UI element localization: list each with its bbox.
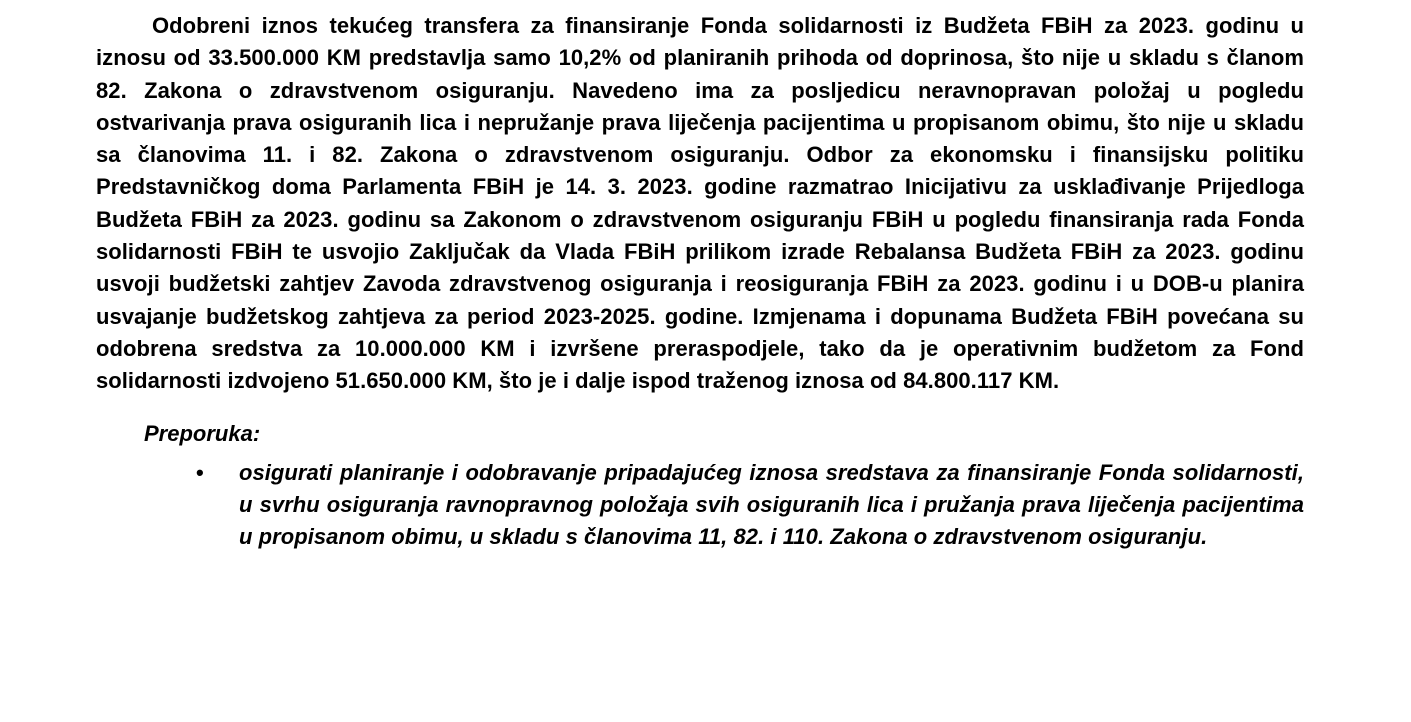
recommendation-item: [96, 457, 1304, 554]
bullet-icon: •: [196, 459, 204, 485]
recommendation-item-text: osigurati planiranje i odobravanje pripadajućeg iznosa sredstava za finansiranje Fonda solidarnosti, u svrhu osiguranja ravnopravnog položaja svih osiguranih lica i pružanja prava liječenja pacijentima u propisanom obimu, u skladu s članovima 11, 82. i 110. Zakona o zdravstvenom osiguranju.: [239, 459, 1304, 550]
recommendation-heading: Preporuka:: [144, 420, 261, 446]
body-paragraph: Odobreni iznos tekućeg transfera za finansiranje Fonda solidarnosti iz Budžeta FBiH za 2023. godinu u iznosu od 33.500.000 KM predstavlja samo 10,2% od planiranih prihoda od doprinosa, što nije u skladu s članom 82. Zakona o zdravstvenom osiguranju. Navedeno ima za posljedicu neravnopravan položaj u pogledu ostvarivanja prava osiguranih lica i nepružanje prava liječenja pacijentima u propisanom obimu, što nije u skladu sa članovima 11. i 82. Zakona o zdravstvenom osiguranju. Odbor za ekonomsku i finansijsku politiku Predstavničkog doma Parlamenta FBiH je 14. 3. 2023. godine razmatrao Inicijativu za usklađivanje Prijedloga Budžeta FBiH za 2023. godinu sa Zakonom o zdravstvenom osiguranju FBiH u pogledu finansiranja rada Fonda solidarnosti FBiH te usvojio Zaključak da Vlada FBiH prilikom izrade Rebalansa Budžeta FBiH za 2023. godinu usvoji budžetski zahtjev Zavoda zdravstvenog osiguranja i reosiguranja FBiH za 2023. godinu i u DOB-u planira usvajanje budžetskog zahtjeva za period 2023-2025. godine. Izmjenama i dopunama Budžeta FBiH povećana su odobrena sredstva za 10.000.000 KM i izvršene preraspodjele, tako da je operativnim budžetom za Fond solidarnosti izdvojeno 51.650.000 KM, što je i dalje ispod traženog iznosa od 84.800.117 KM.: [96, 13, 1304, 394]
document-page: [96, 10, 1304, 554]
recommendation-list: [96, 457, 1304, 554]
